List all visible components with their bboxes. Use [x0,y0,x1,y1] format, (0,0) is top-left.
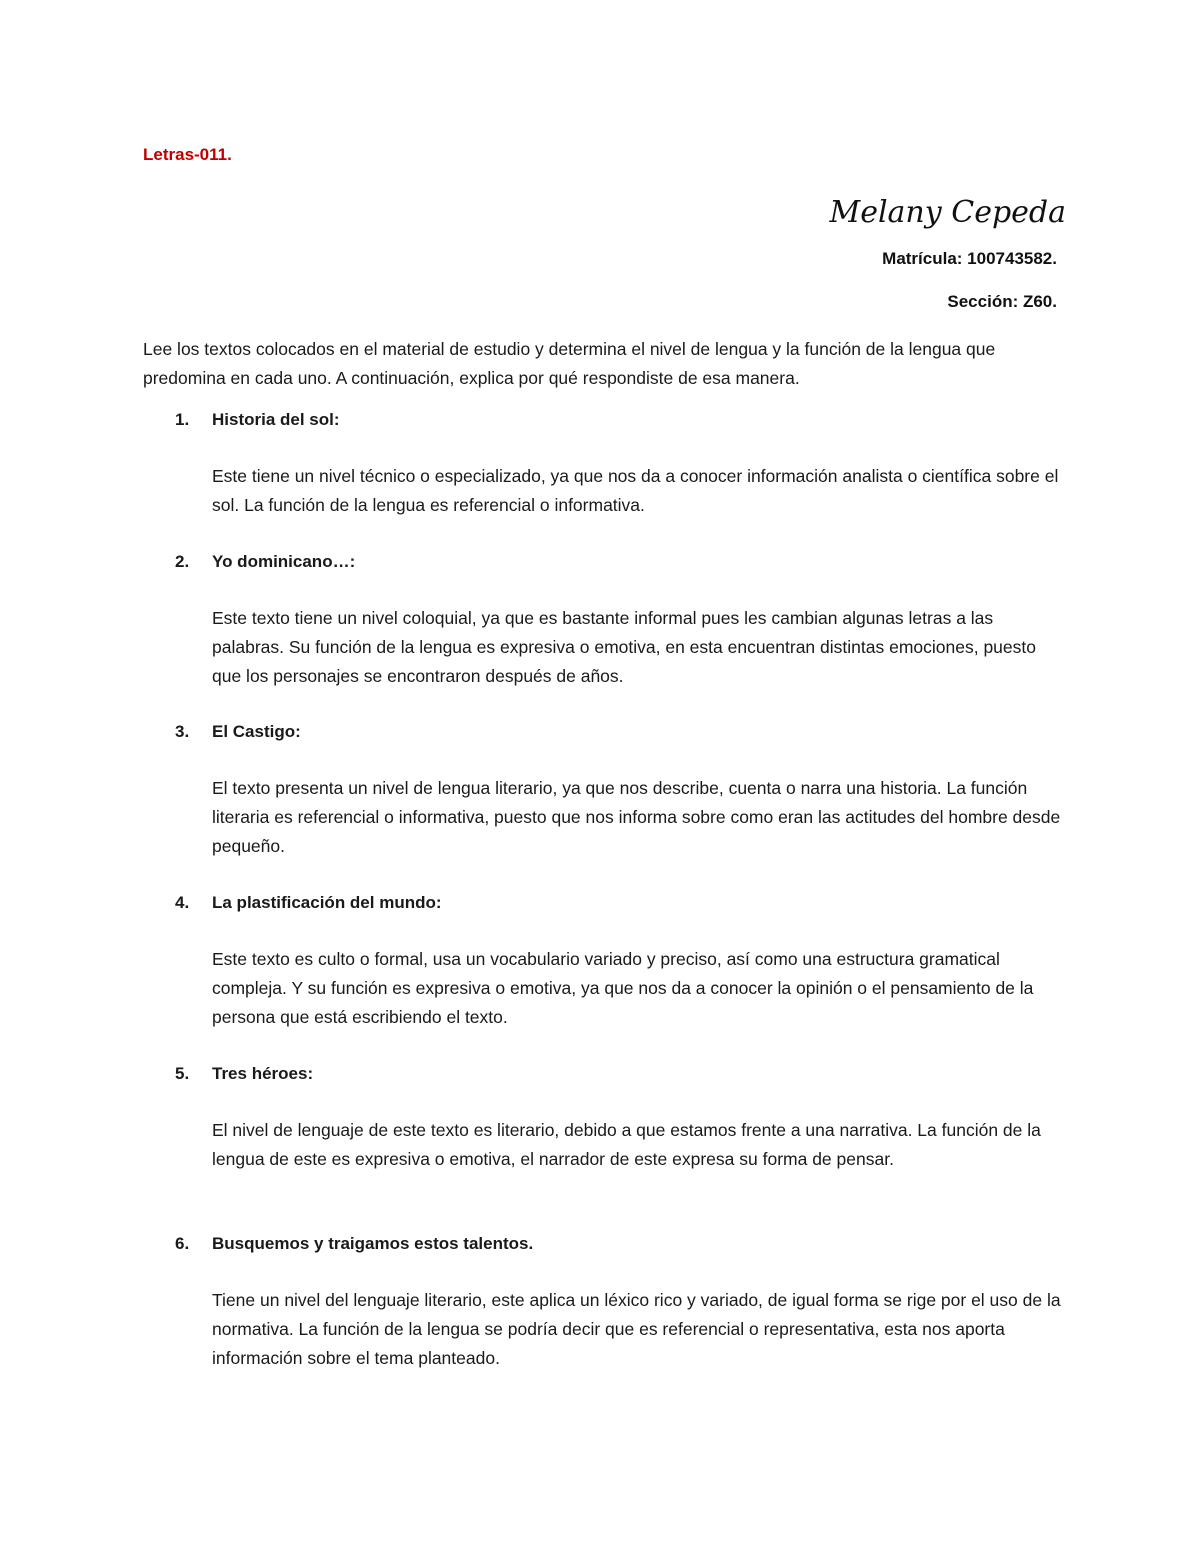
item-title: El Castigo: [212,722,301,741]
svg-text:Melany Cepeda: Melany Cepeda [829,195,1066,230]
item-title: Busquemos y traigamos estos talentos. [212,1234,534,1253]
item-answer: Este tiene un nivel técnico o especializado, ya que nos da a conocer información analista o científica sobre el sol. La función de la lengua es referencial o informativa. [212,466,1059,515]
student-id: Matrícula: 100743582. [882,249,1057,268]
item-answer: Este texto tiene un nivel coloquial, ya que es bastante informal pues les cambian algunas letras a las palabras. Su función de la lengua es expresiva o emotiva, en esta encuentran distintas emociones, puesto que los personajes se encontraron después de años. [212,608,1036,686]
item-answer: El nivel de lenguaje de este texto es literario, debido a que estamos frente a una narrativa. La función de la lengua de este es expresiva o emotiva, el narrador de este expresa su forma de pensar. [212,1120,1041,1169]
item-answer: El texto presenta un nivel de lengua literario, ya que nos describe, cuenta o narra una historia. La función literaria es referencial o informativa, puesto que nos informa sobre como eran las actitudes del hombre desde pequeño. [212,778,1061,856]
assignment-instructions: Lee los textos colocados en el material de estudio y determina el nivel de lengua y la función de la lengua que predomina en cada uno. A continuación, explica por qué respondiste de esa manera. [143,339,996,388]
handwritten-signature [829,186,1070,238]
item-number: 2. [175,552,190,571]
item-number: 4. [175,893,190,912]
item-title: Tres héroes: [212,1064,314,1083]
item-answer: Este texto es culto o formal, usa un vocabulario variado y preciso, así como una estructura gramatical compleja. Y su función es expresiva o emotiva, ya que nos da a conocer la opinión o el pensamiento de la persona que está escribiendo el texto. [212,949,1034,1027]
item-number: 5. [175,1064,190,1083]
course-code: Letras-011. [143,145,232,164]
item-number: 3. [175,722,190,741]
item-number: 6. [175,1234,190,1253]
item-title: Yo dominicano…: [212,552,356,571]
item-answer: Tiene un nivel del lenguaje literario, este aplica un léxico rico y variado, de igual forma se rige por el uso de la normativa. La función de la lengua se podría decir que es referencial o representativa, esta nos aporta información sobre el tema planteado. [212,1290,1061,1368]
item-number: 1. [175,410,190,429]
item-title: Historia del sol: [212,410,340,429]
section-number: Sección: Z60. [947,292,1057,311]
item-title: La plastificación del mundo: [212,893,442,912]
